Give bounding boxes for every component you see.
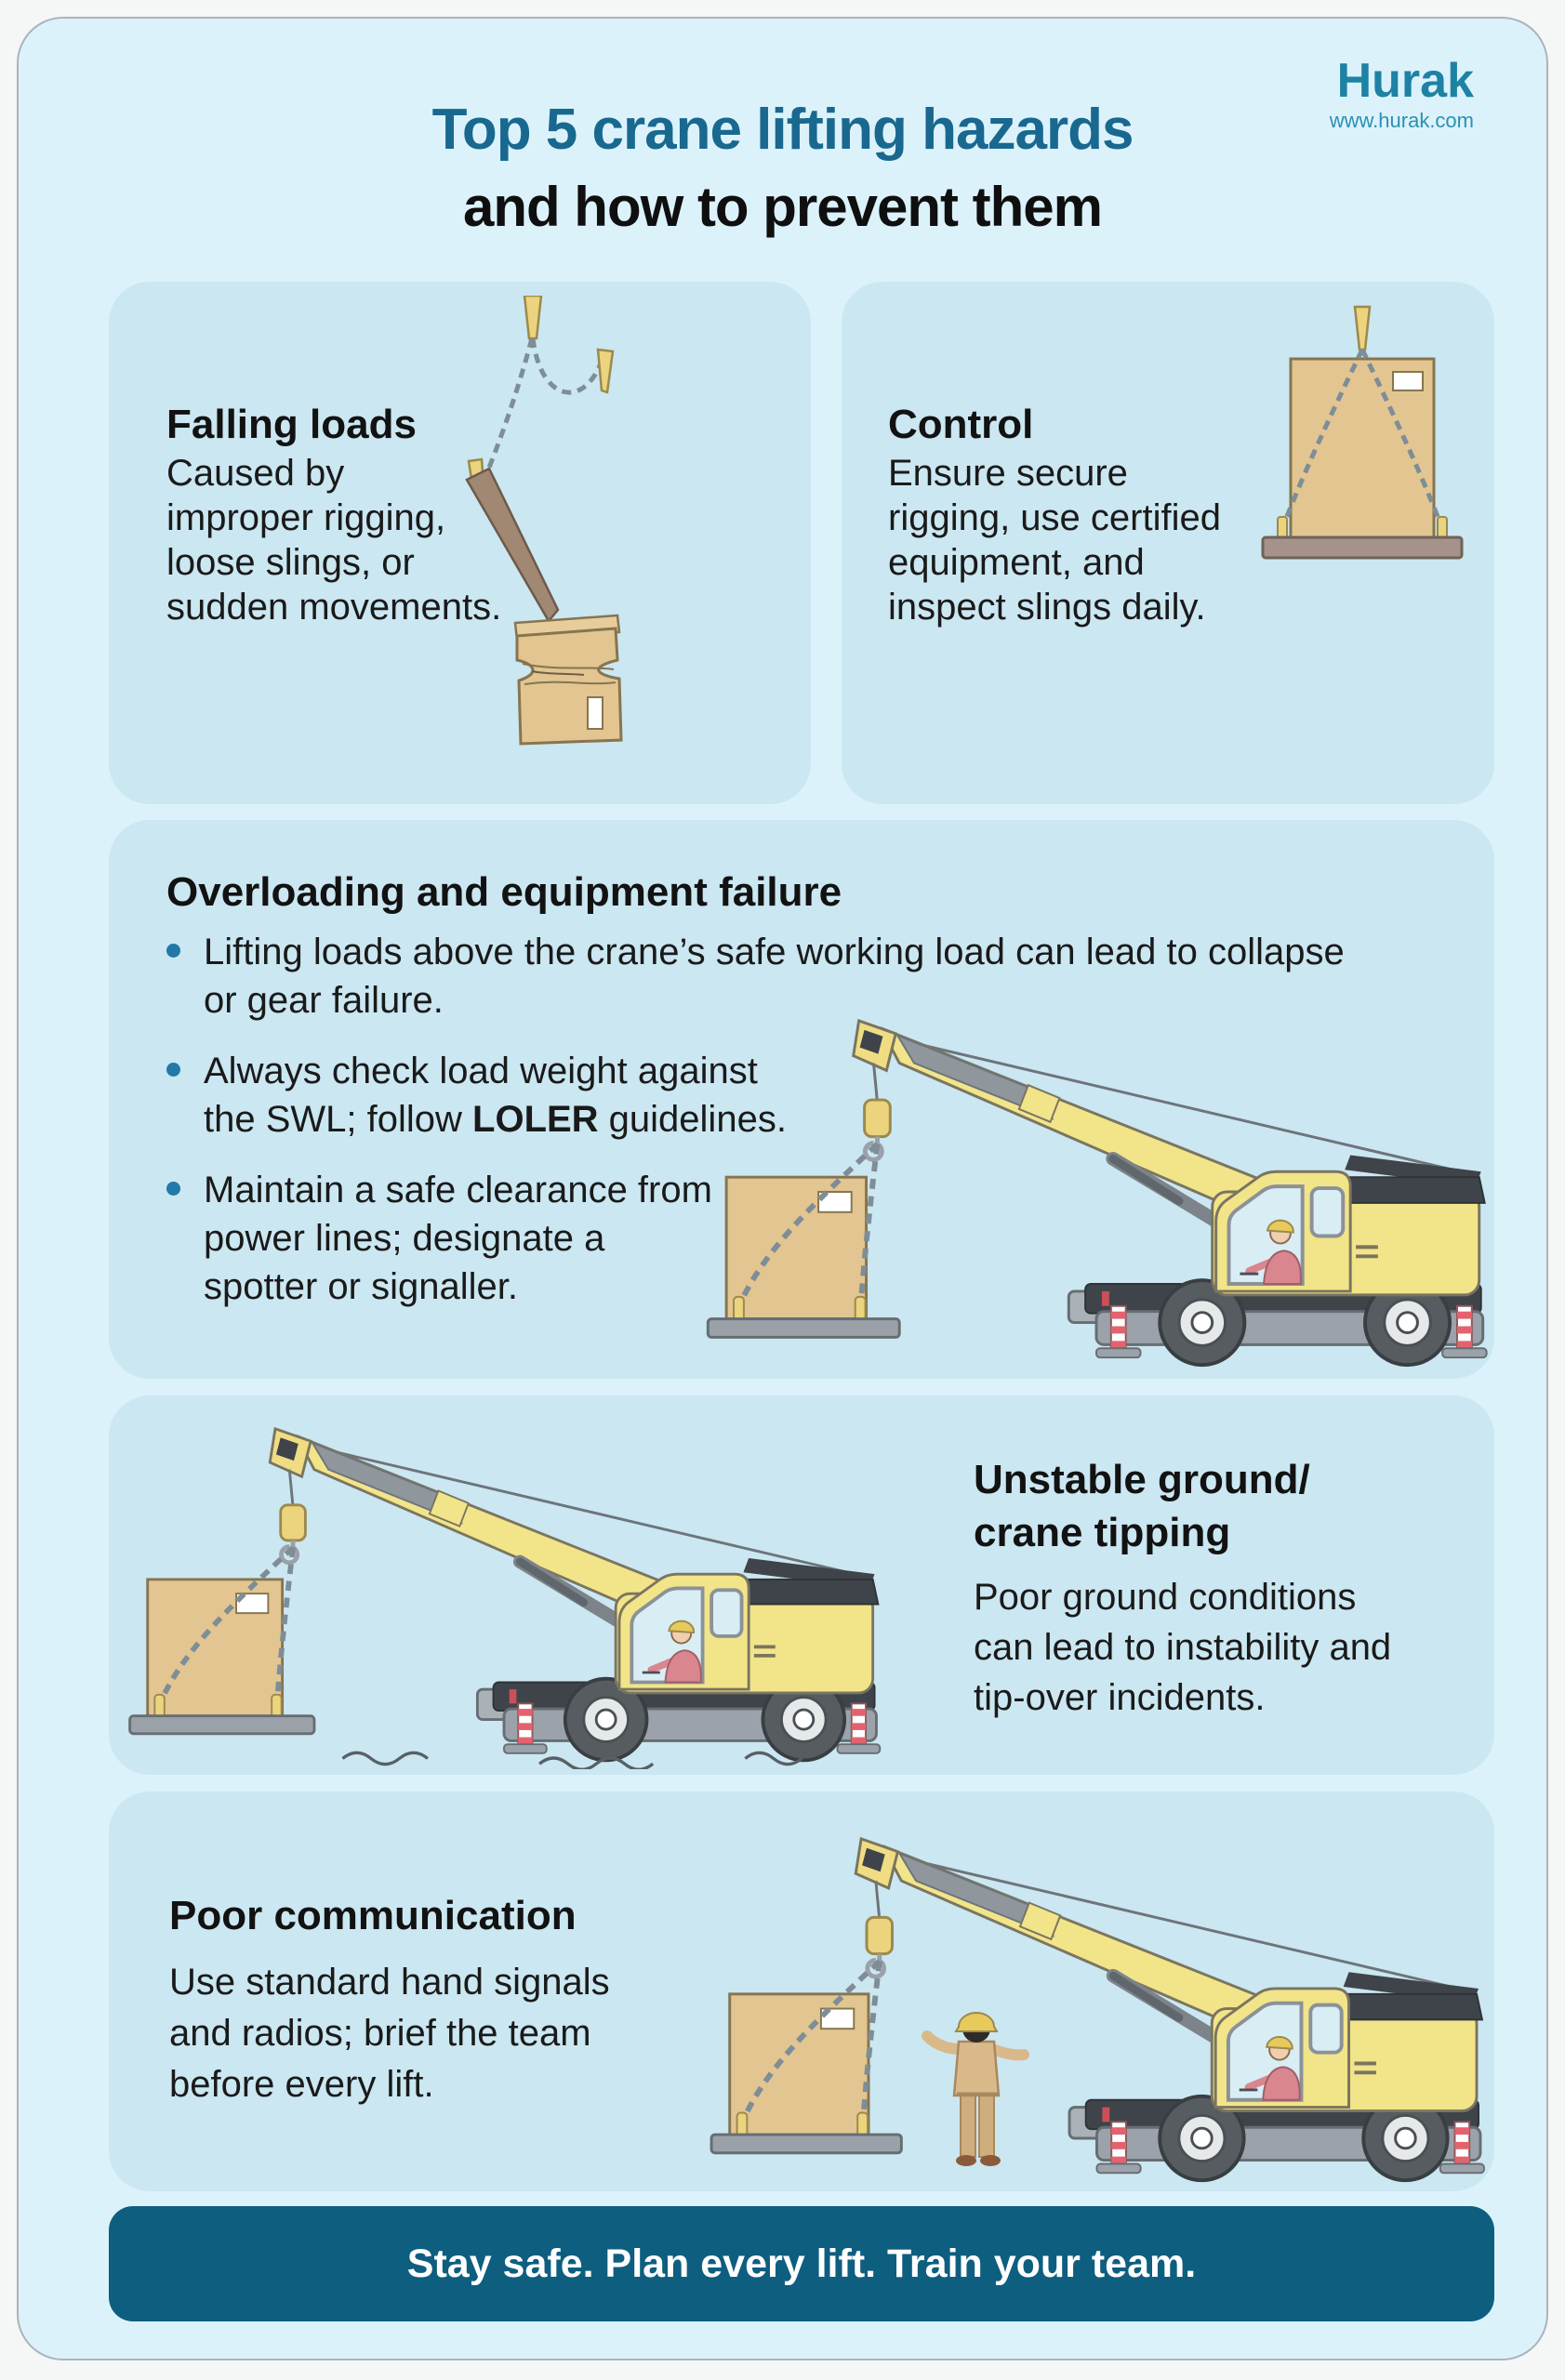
bullet-line: or gear failure. [204, 980, 444, 1021]
page-title-line1: Top 5 crane lifting hazards [431, 98, 1134, 162]
card-falling-loads [109, 282, 811, 804]
footer-banner [109, 2206, 1494, 2321]
bullet-line-text: the SWL; follow [204, 1099, 473, 1140]
brand-logo-website: www.hurak.com [1329, 108, 1474, 132]
crane-with-signaller-illustration-icon [704, 1833, 1490, 2189]
body-line: equipment, and [888, 542, 1145, 583]
bullet-dot-icon [166, 1182, 180, 1196]
card-poor-communication-body [169, 1957, 610, 2110]
body-line: tip-over incidents. [974, 1677, 1266, 1718]
card-control-heading: Control [888, 402, 1034, 447]
footer-banner-text: Stay safe. Plan every lift. Train your team. [406, 2241, 1197, 2286]
bullet-dot-icon [166, 944, 180, 958]
card-poor-communication [109, 1792, 1494, 2191]
infographic-container [19, 19, 1546, 2359]
bullet-line: Lifting loads above the crane’s safe working load can lead to collapse [204, 932, 1345, 972]
body-line: and radios; brief the team [169, 2013, 591, 2054]
body-line: sudden movements. [166, 587, 502, 628]
brand-logo [1330, 56, 1474, 133]
bullet-item [166, 928, 1345, 1025]
mobile-crane-illustration-icon [700, 1015, 1492, 1374]
body-line: can lead to instability and [974, 1627, 1392, 1668]
body-line: inspect slings daily. [888, 587, 1206, 628]
card-unstable-ground-heading [974, 1453, 1310, 1559]
crane-on-uneven-ground-illustration-icon [123, 1423, 885, 1769]
card-overloading-heading: Overloading and equipment failure [166, 869, 842, 915]
secured-load-illustration-icon [1255, 305, 1469, 584]
bullet-dot-icon [166, 1063, 180, 1077]
body-line: Use standard hand signals [169, 1962, 610, 2003]
card-unstable-ground [109, 1395, 1494, 1775]
body-line: Ensure secure [888, 453, 1128, 494]
card-control [842, 282, 1494, 804]
page-title-line2: and how to prevent them [462, 176, 1103, 238]
signaller-figure-icon [918, 2001, 1039, 2177]
body-line: before every lift. [169, 2064, 434, 2105]
card-control-body [888, 451, 1221, 629]
card-overloading [109, 820, 1494, 1379]
heading-line: crane tipping [974, 1510, 1231, 1555]
body-line: Caused by [166, 453, 345, 494]
body-line: improper rigging, [166, 497, 446, 538]
bullet-line: Always check load weight against [204, 1051, 758, 1091]
brand-logo-name: Hurak [1336, 54, 1474, 108]
card-unstable-ground-body [974, 1572, 1391, 1723]
heading-line: Unstable ground/ [974, 1457, 1310, 1502]
body-line: loose slings, or [166, 542, 415, 583]
card-falling-loads-heading: Falling loads [166, 402, 417, 447]
body-line: Poor ground conditions [974, 1577, 1357, 1618]
bullet-line-bold-term: LOLER [472, 1099, 599, 1140]
bullet-line-text: guidelines. [598, 1099, 787, 1140]
falling-load-illustration-icon [420, 296, 811, 770]
card-poor-communication-heading: Poor communication [169, 1893, 577, 1938]
body-line: rigging, use certified [888, 497, 1221, 538]
bullet-line: spotter or signaller. [204, 1266, 518, 1307]
bullet-line: Maintain a safe clearance from [204, 1170, 712, 1210]
bullet-line: power lines; designate a [204, 1218, 605, 1259]
